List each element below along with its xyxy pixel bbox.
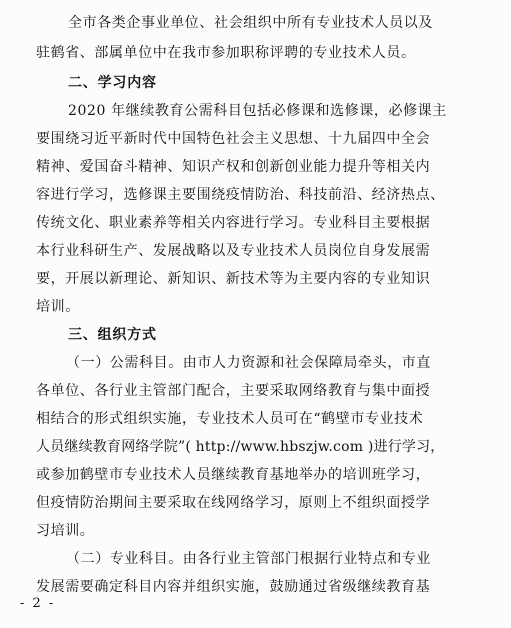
body-line: 容进行学习，选修课主要围绕疫情防治、科技前沿、经济热点、: [36, 187, 445, 203]
body-line: （二）专业科目。由各行业主管部门根据行业特点和专业: [66, 551, 431, 567]
body-line: 或参加鹤壁市专业技术人员继续教育基地举办的培训班学习，: [36, 467, 431, 483]
body-line: 但疫情防治期间主要采取在线网络学习，原则上不组织面授学: [36, 495, 431, 511]
body-line-with-url: 人员继续教育网络学院”( http://www.hbszjw.com )进行学习，: [36, 439, 445, 455]
body-line: 要围绕习近平新时代中国特色社会主义思想、十九届四中全会: [36, 131, 431, 147]
body-line: 驻鹤省、部属单位中在我市参加职称评聘的专业技术人员。: [36, 45, 416, 61]
section-heading-organization: 三、组织方式: [68, 327, 157, 343]
page-number: - 2 -: [20, 596, 56, 611]
body-line: 各单位、各行业主管部门配合，主要采取网络教育与集中面授: [36, 383, 431, 399]
body-line: 传统文化、职业素养等相关内容进行学习。专业科目主要根据: [36, 215, 431, 231]
body-line: 发展需要确定科目内容并组织实施，鼓励通过省级继续教育基: [36, 579, 431, 595]
body-line: 相结合的形式组织实施，专业技术人员可在“鹤壁市专业技术: [36, 411, 424, 427]
body-line: 要，开展以新理论、新知识、新技术等为主要内容的专业知识: [36, 271, 431, 287]
section-heading-learning-content: 二、学习内容: [68, 75, 157, 91]
body-line: 本行业科研生产、发展战略以及专业技术人员岗位自身发展需: [36, 243, 431, 259]
body-line: 全市各类企事业单位、社会组织中所有专业技术人员以及: [68, 15, 433, 31]
body-line: （一）公需科目。由市人力资源和社会保障局牵头，市直: [66, 355, 431, 371]
body-line: 精神、爱国奋斗精神、知识产权和创新创业能力提升等相关内: [36, 159, 431, 175]
body-line: 培训。: [36, 299, 80, 315]
body-line: 2020 年继续教育公需科目包括必修课和选修课，必修课主: [68, 103, 447, 119]
body-line: 习培训。: [36, 523, 95, 539]
